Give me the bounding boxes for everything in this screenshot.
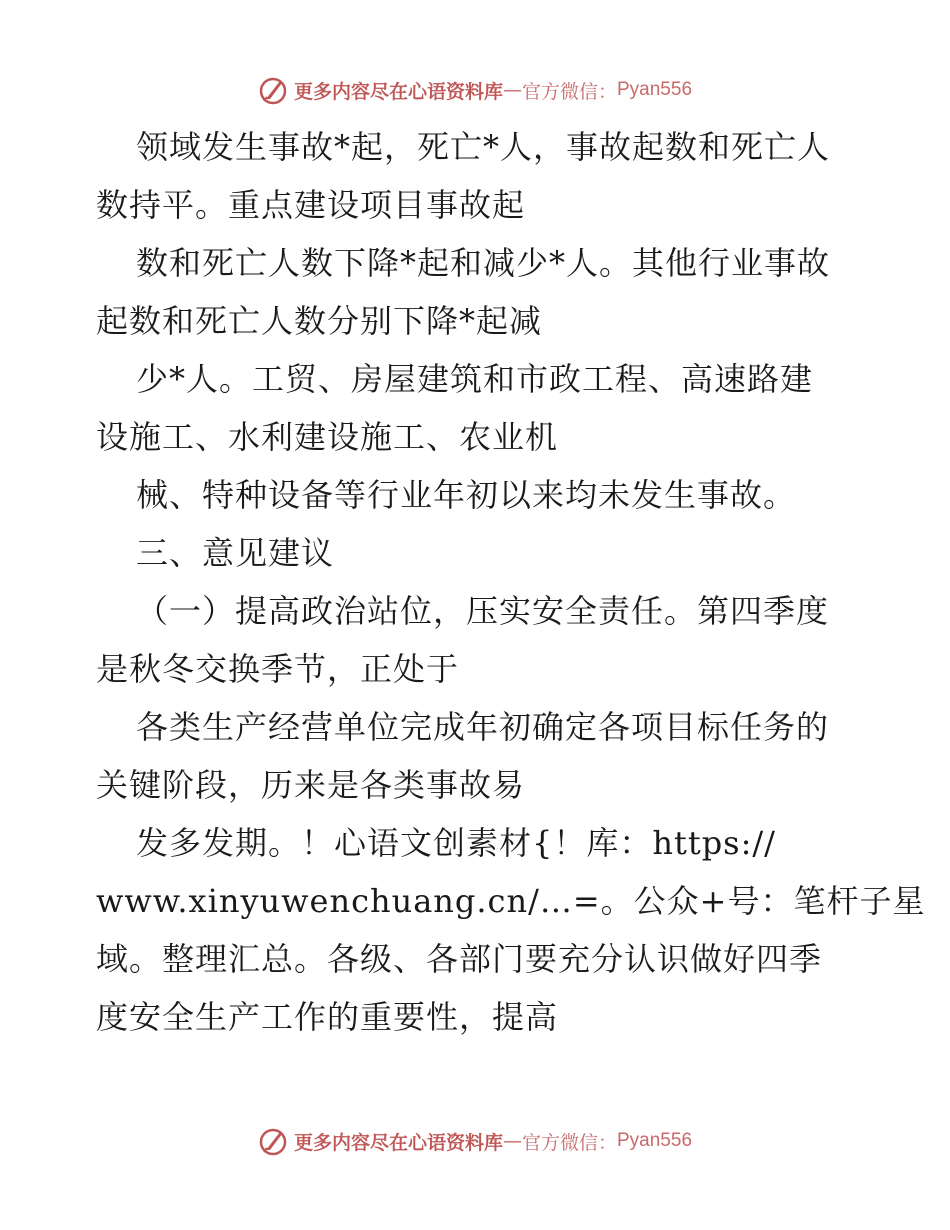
text-line: 是秋冬交换季节，正处于 (96, 650, 460, 688)
footer-watermark-text: 更多内容尽在心语资料库 (293, 1131, 503, 1154)
footer-watermark (0, 1121, 950, 1161)
text-line: 数持平。重点建设项目事故起 (96, 186, 526, 224)
header-watermark-sub: 官方微信： (521, 80, 617, 103)
text-line: 域。整理汇总。各级、各部门要充分认识做好四季 (96, 940, 823, 978)
quill-logo-icon (258, 75, 288, 105)
header-watermark (0, 70, 950, 110)
text-line: 关键阶段，历来是各类事故易 (96, 766, 526, 804)
text-line: 起数和死亡人数分别下降*起减 (96, 302, 543, 340)
footer-watermark-id: Pyan556 (617, 1130, 693, 1151)
footer-watermark-sub: 官方微信： (521, 1131, 617, 1154)
text-line: （一）提高政治站位，压实安全责任。第四季度 (136, 592, 830, 630)
text-line: 数和死亡人数下降*起和减少*人。其他行业事故 (136, 244, 831, 282)
header-watermark-text: 更多内容尽在心语资料库 (293, 80, 503, 103)
text-line: www.xinyuwenchuang.cn/…=。公众+号：笔杆子星 (96, 882, 926, 920)
text-line: 发多发期。！心语文创素材{！库：https:// (136, 824, 776, 862)
text-line: 领域发生事故*起，死亡*人，事故起数和死亡人 (136, 128, 831, 166)
text-line: 设施工、水利建设施工、农业机 (96, 418, 559, 456)
footer-watermark-dash: — (502, 1130, 522, 1152)
section-heading: 三、意见建议 (136, 534, 335, 572)
text-line: 度安全生产工作的重要性，提高 (96, 998, 559, 1036)
header-watermark-id: Pyan556 (617, 79, 693, 100)
text-line: 械、特种设备等行业年初以来均未发生事故。 (136, 476, 797, 514)
quill-logo-icon (258, 1126, 288, 1156)
text-line: 各类生产经营单位完成年初确定各项目标任务的 (136, 708, 830, 746)
header-watermark-dash: — (502, 79, 522, 101)
text-line: 少*人。工贸、房屋建筑和市政工程、高速路建 (136, 360, 814, 398)
